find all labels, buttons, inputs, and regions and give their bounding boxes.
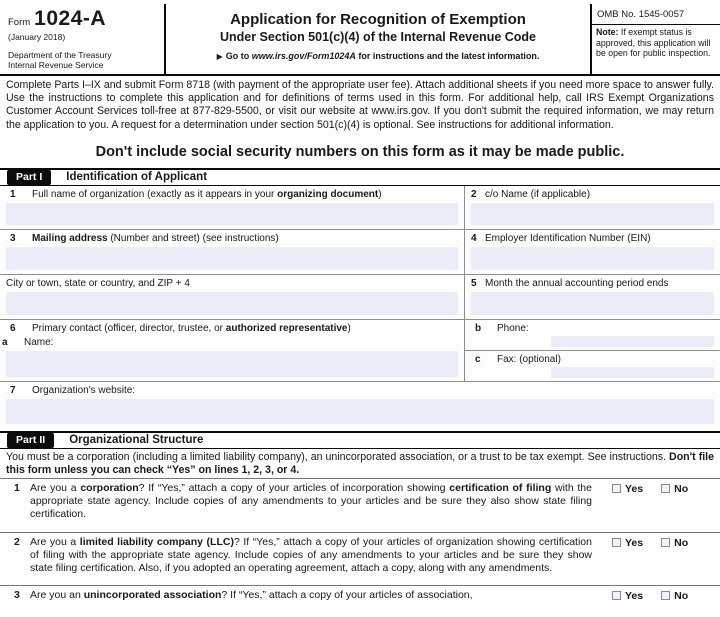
fax-label <box>471 354 714 366</box>
omb-box <box>592 4 720 74</box>
q2-yes-checkbox[interactable] <box>612 538 621 547</box>
note-text: If exempt status is approved, this application will be open for public inspection. <box>596 27 711 58</box>
mailing-address-label <box>6 233 458 245</box>
label-text: (Number and street) (see instructions) <box>107 232 279 244</box>
field-org-name <box>0 186 465 229</box>
part2-instructions <box>0 449 720 478</box>
label-text: ) <box>347 322 351 334</box>
label-text: Organization's website: <box>32 384 136 396</box>
line-number: 6 <box>10 322 16 334</box>
line-number: 1 <box>14 481 20 494</box>
q-bold: unincorporated association <box>83 588 222 601</box>
q-text: Are you a <box>30 481 81 494</box>
field-accounting-month <box>465 275 720 319</box>
goto-url[interactable]: www.irs.gov/Form1024A <box>251 51 356 61</box>
q-bold: certification of filing <box>449 481 552 494</box>
field-ein <box>465 230 720 274</box>
line-number: 3 <box>14 588 20 601</box>
part2-title: Organizational Structure <box>69 434 204 447</box>
field-fax <box>465 351 720 381</box>
field-phone <box>465 320 720 351</box>
form-id-box <box>0 4 166 74</box>
row-primary-contact <box>0 320 720 382</box>
city-state-zip-input[interactable] <box>6 292 458 315</box>
q-text: Are you a <box>30 535 80 548</box>
label-text: Phone: <box>497 322 529 334</box>
q-text: ? If “Yes,” attach a copy of your articles of incorporation showing <box>138 481 450 494</box>
phone-fax-column <box>465 320 720 381</box>
q-bold: limited liability company (LLC) <box>79 535 234 548</box>
form-header <box>0 4 720 76</box>
org-name-label <box>6 189 458 201</box>
contact-name-input[interactable] <box>6 351 458 377</box>
question-text <box>30 536 602 585</box>
q-text: with the appropriate state agency. Include copies of any amendments to your articles and be sure they also show state filing certification. <box>30 481 592 521</box>
row-website <box>0 382 720 428</box>
q-text: ? If “Yes,” attach a copy of your articles of organization showing certification of filing with the appropriate state agency. Include copies of any amendments to your articles and be sure they show state filing certification. Also, if you adopted an operating agreement, attach a copy, along with any amendments. <box>30 535 592 575</box>
field-website <box>0 382 720 428</box>
line-number: 7 <box>10 384 16 396</box>
general-instructions: Complete Parts I–IX and submit Form 8718 (with payment of the appropriate user fee). Attach additional sheets if you need more space to answer fully. Use the instructions to complete this application and for definitions of terms used in this form. For additional help, call IRS Exempt Organizations Customer Account Services toll-free at 877-829-5500, or visit our website at www.irs.gov. If you don't submit the required information, we may return the application to you. A request for a determination under section 501(c)(4) is optional. See instructions for additional information. <box>6 79 714 131</box>
label-text: Primary contact (officer, director, trustee, or <box>32 322 226 334</box>
yes-label: Yes <box>625 589 644 601</box>
part2-intro-text: You must be a corporation (including a limited liability company), an unincorporated association, or a trust to be tax exempt. See instructions. <box>6 450 670 463</box>
field-city-state-zip <box>0 275 465 319</box>
field-primary-contact <box>0 320 465 381</box>
phone-label <box>471 323 714 335</box>
form-revision: (January 2018) <box>8 32 66 42</box>
field-mailing-address <box>0 230 465 274</box>
yes-label: Yes <box>625 536 644 549</box>
part1-title: Identification of Applicant <box>66 171 208 184</box>
row-address-ein <box>0 230 720 275</box>
part1-badge: Part I <box>7 170 51 185</box>
q1-answer-group <box>602 482 720 532</box>
part1-header <box>0 168 720 186</box>
label-text: Fax: (optional) <box>497 353 561 365</box>
goto-post: for instructions and the latest information. <box>355 51 540 61</box>
label-text: Name: <box>24 336 54 348</box>
q3-answer-group <box>602 589 720 601</box>
q2-no-checkbox[interactable] <box>661 538 670 547</box>
q-text: ? If “Yes,” attach a copy of your articles of association, <box>221 588 473 601</box>
website-input[interactable] <box>6 399 714 424</box>
question-text <box>30 589 602 601</box>
co-name-label <box>471 189 714 201</box>
no-label: No <box>674 536 689 549</box>
arrow-right-icon: ▶ <box>216 52 223 61</box>
no-label: No <box>674 589 689 601</box>
city-state-zip-label: City or town, state or country, and ZIP + 4 <box>6 277 190 289</box>
q-bold: corporation <box>80 481 139 494</box>
form-title: Application for Recognition of Exemption <box>230 11 526 28</box>
note-label: Note: <box>596 27 619 37</box>
row-name-co <box>0 186 720 230</box>
public-inspection-note <box>592 25 720 61</box>
ein-label <box>471 233 714 245</box>
part2-badge: Part II <box>7 433 54 448</box>
q-text: Are you an <box>30 588 84 601</box>
co-name-input[interactable] <box>471 203 714 225</box>
phone-input[interactable] <box>551 336 714 347</box>
ein-input[interactable] <box>471 247 714 270</box>
label-text: Full name of organization (exactly as it appears in your <box>32 188 278 200</box>
contact-name-label <box>2 336 458 349</box>
line-number: 2 <box>471 188 477 200</box>
title-block <box>166 4 592 74</box>
accounting-month-input[interactable] <box>471 292 714 315</box>
label-text: Month the annual accounting period ends <box>485 277 669 289</box>
line-letter: a <box>2 336 8 348</box>
dept-line: Department of the Treasury <box>8 50 112 60</box>
form-subtitle: Under Section 501(c)(4) of the Internal Revenue Code <box>219 30 537 44</box>
line-number: 4 <box>471 232 477 244</box>
goto-line <box>166 51 590 61</box>
line-number: 1 <box>10 188 16 200</box>
question-unincorporated-association <box>0 585 720 601</box>
label-bold: Mailing address <box>32 232 108 244</box>
form-word: Form <box>8 17 31 28</box>
website-label <box>6 385 714 397</box>
org-name-input[interactable] <box>6 203 458 225</box>
accounting-month-label <box>471 278 714 290</box>
q3-yes-checkbox[interactable] <box>612 591 621 600</box>
line-number: 2 <box>14 535 20 548</box>
omb-number: OMB No. 1545-0057 <box>592 4 720 25</box>
yes-label: Yes <box>625 482 644 495</box>
line-letter: c <box>475 353 481 365</box>
label-bold: organizing document <box>277 188 379 200</box>
ssn-warning: Don't include social security numbers on this form as it may be made public. <box>95 143 625 160</box>
agency-line: Internal Revenue Service <box>8 59 104 70</box>
part1-grid <box>0 186 720 428</box>
field-co-name <box>465 186 720 229</box>
label-text: c/o Name (if applicable) <box>485 188 591 200</box>
line-number: 3 <box>10 232 16 244</box>
q1-yes-checkbox[interactable] <box>612 484 621 493</box>
label-text: Employer Identification Number (EIN) <box>485 232 651 244</box>
form-number-line <box>8 7 160 31</box>
agency-block <box>8 51 160 72</box>
q3-no-checkbox[interactable] <box>661 591 670 600</box>
line-number: 5 <box>471 277 477 289</box>
question-text <box>30 482 602 532</box>
label-text: ) <box>378 188 382 200</box>
q2-answer-group <box>602 536 720 585</box>
part2-header <box>0 431 720 449</box>
no-label: No <box>674 482 689 495</box>
question-llc <box>0 532 720 585</box>
part2-intro-bold: Don't file this form unless you can check “Yes” on lines 1, 2, 3, or 4. <box>6 450 715 476</box>
q1-no-checkbox[interactable] <box>661 484 670 493</box>
form-number: 1024-A <box>34 7 107 30</box>
label-bold: authorized representative <box>225 322 348 334</box>
line-letter: b <box>475 322 482 334</box>
goto-pre: Go to <box>225 51 252 61</box>
primary-contact-label <box>6 323 458 335</box>
mailing-address-input[interactable] <box>6 247 458 270</box>
row-city-month <box>0 275 720 320</box>
fax-input[interactable] <box>551 367 714 378</box>
question-corporation <box>0 478 720 532</box>
